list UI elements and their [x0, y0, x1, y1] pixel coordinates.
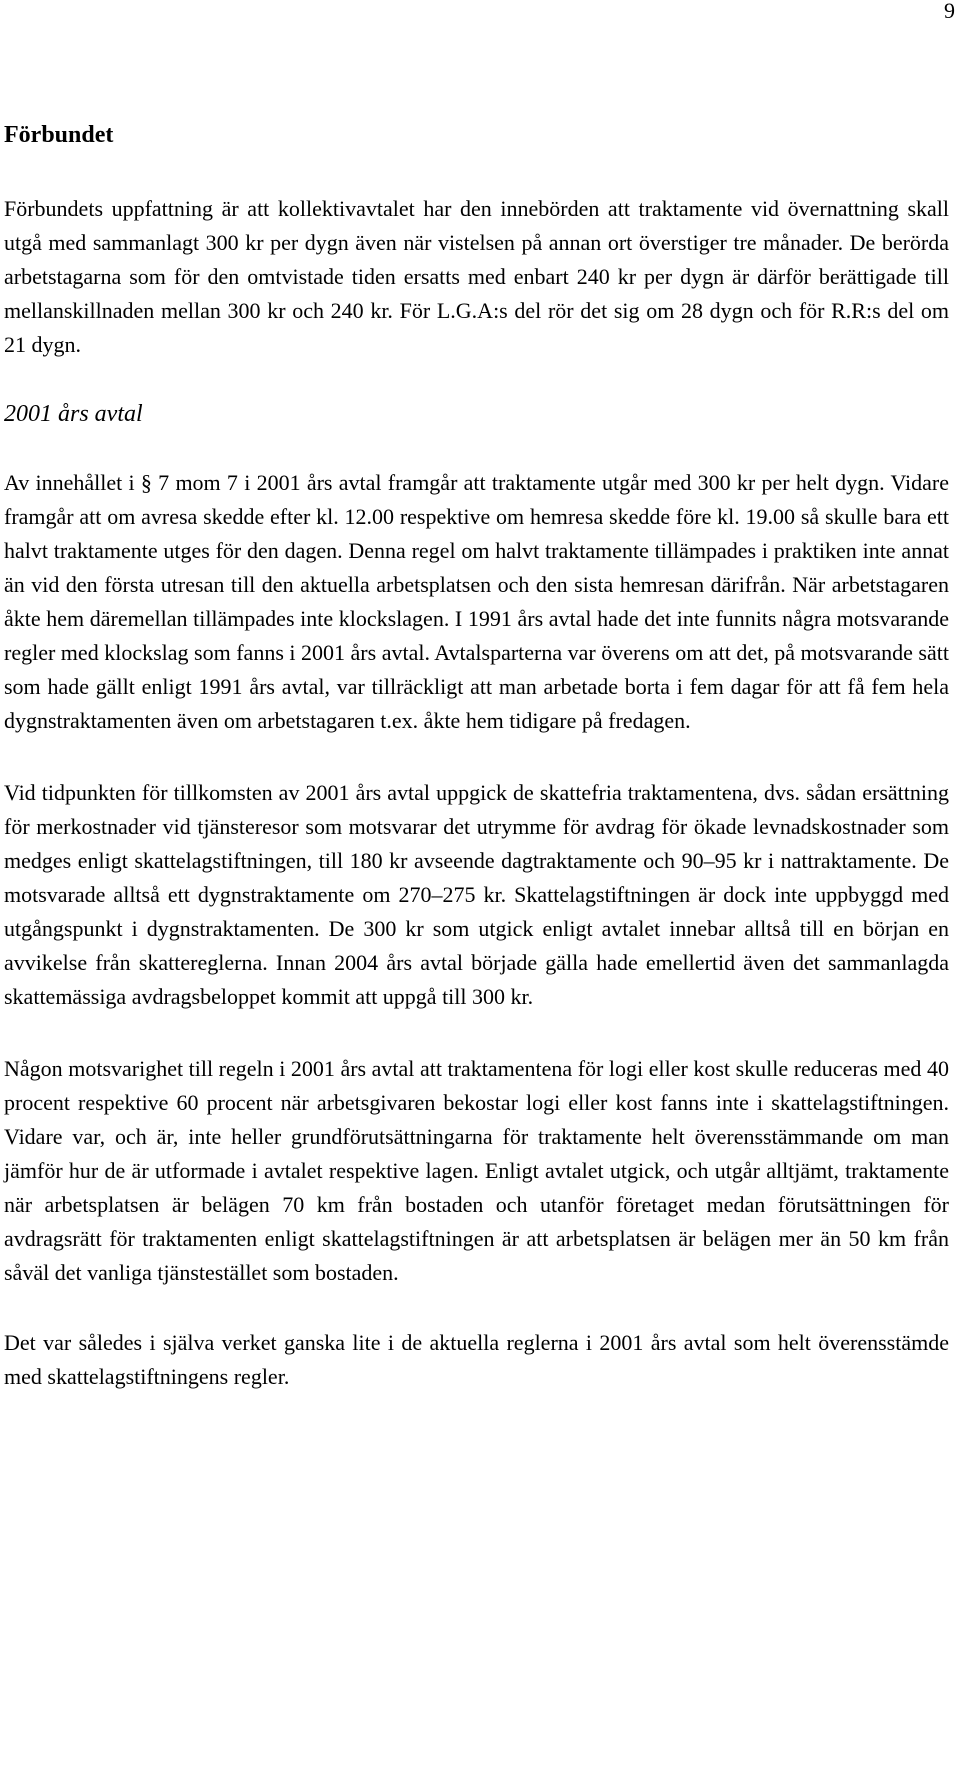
paragraph-forbundets-uppfattning: Förbundets uppfattning är att kollektivavtalet har den innebörden att traktamente vid övernattning skall utgå med sammanlagt 300 kr per dygn även när vistelsen på annan ort överstiger tre månader. De berörda arbetstagarna som för den omtvistade tiden ersatts med enbart 240 kr per dygn är därför berättigade till mellanskillnaden mellan 300 kr och 240 kr. För L.G.A:s del rör det sig om 28 dygn och för R.R:s del om 21 dygn. — [4, 196, 949, 357]
subheading-2001-ars-avtal: 2001 års avtal — [4, 401, 143, 427]
document-body — [4, 118, 949, 1394]
page-number: 9 — [944, 0, 955, 23]
paragraph-skattefria-traktamenten: Vid tidpunkten för tillkomsten av 2001 års avtal uppgick de skattefria traktamentena, dvs. sådan ersättning för merkostnader vid tjänsteresor som motsvarar det utrymme för avdrag för ökade levnadskostnader som medges enligt skattelagstiftningen, till 180 kr avseende dagtraktamente och 90–95 kr i nattraktamente. De motsvarade alltså ett dygnstraktamente om 270–275 kr. Skattelagstiftningen är dock inte uppbyggd med utgångspunkt i dygnstraktamenten. De 300 kr som utgick enligt avtalet innebar alltså till en början en avvikelse från skattereglerna. Innan 2004 års avtal började gälla hade emellertid även det sammanlagda skattemässiga avdragsbeloppet kommit att uppgå till 300 kr. — [4, 780, 949, 1009]
section-heading: Förbundet — [4, 122, 114, 148]
paragraph-slutsats: Det var således i själva verket ganska lite i de aktuella reglerna i 2001 års avtal som helt överensstämde med skattelagstiftningens regler. — [4, 1330, 949, 1389]
paragraph-avtal-innehall: Av innehållet i § 7 mom 7 i 2001 års avtal framgår att traktamente utgår med 300 kr per helt dygn. Vidare framgår att om avresa skedde efter kl. 12.00 respektive om hemresa skedde före kl. 19.00 så skulle bara ett halvt traktamente utges för den dagen. Denna regel om halvt traktamente tillämpades i praktiken inte annat än vid den första utresan till den aktuella arbetsplatsen och den sista hemresan därifrån. När arbetstagaren åkte hem däremellan tillämpades inte klockslagen. I 1991 års avtal hade det inte funnits några motsvarande regler med klockslag som fanns i 2001 års avtal. Avtalsparterna var överens om att det, på motsvarande sätt som hade gällt enligt 1991 års avtal, var tillräckligt att man arbetade borta i fem dagar för att få fem hela dygnstraktamenten även om arbetstagaren t.ex. åkte hem tidigare på fredagen. — [4, 470, 949, 733]
paragraph-logi-kost: Någon motsvarighet till regeln i 2001 års avtal att traktamentena för logi eller kost skulle reduceras med 40 procent respektive 60 procent när arbetsgivaren bekostar logi eller kost fanns inte i skattelagstiftningen. Vidare var, och är, inte heller grundförutsättningarna för traktamente helt överensstämmande om man jämför hur de är utformade i avtalet respektive lagen. Enligt avtalet utgick, och utgår alltjämt, traktamente när arbetsplatsen är belägen 70 km från bostaden och utanför företaget medan förutsättningen för avdragsrätt för traktamenten enligt skattelagstiftningen är att arbetsplatsen är belägen mer än 50 km från såväl det vanliga tjänstestället som bostaden. — [4, 1056, 949, 1285]
